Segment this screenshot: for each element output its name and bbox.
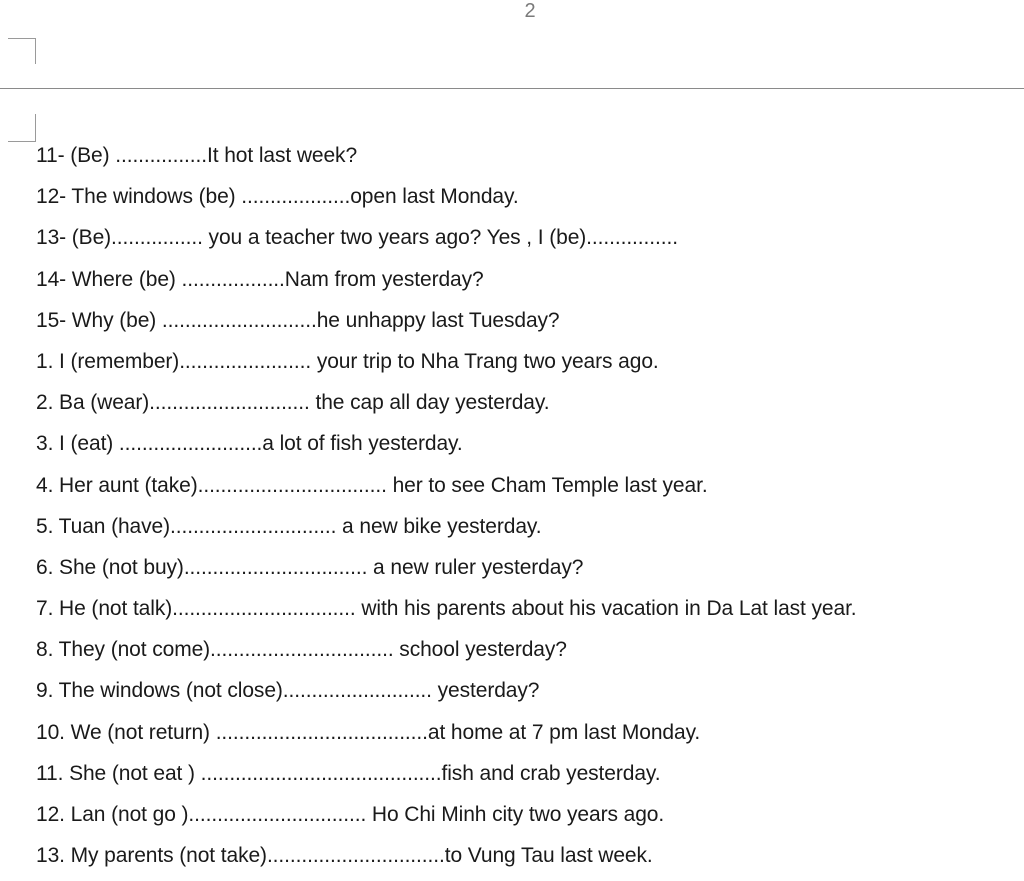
exercise-item: 11- (Be) ................It hot last week? <box>36 144 358 167</box>
exercise-item: 5. Tuan (have)............................. a new bike yesterday. <box>36 514 542 538</box>
exercise-list <box>36 135 1016 876</box>
exercise-item: 11. She (not eat ) ..........................................fish and crab yesterday. <box>36 761 661 785</box>
exercise-item: 8. They (not come)................................ school yesterday? <box>36 638 567 662</box>
exercise-item: 2. Ba (wear)............................ the cap all day yesterday. <box>36 391 550 415</box>
exercise-item: 1. I (remember)....................... your trip to Nha Trang two years ago. <box>36 349 659 373</box>
page-corner-mark-top <box>8 38 36 64</box>
exercise-item: 7. He (not talk)................................ with his parents about his vacation in Da Lat last year. <box>36 597 857 621</box>
exercise-item: 9. The windows (not close).......................... yesterday? <box>36 679 540 703</box>
page-break-divider <box>0 88 1024 89</box>
exercise-item: 13. My parents (not take)...............................to Vung Tau last week. <box>36 844 653 868</box>
exercise-item: 3. I (eat) .........................a lot of fish yesterday. <box>36 432 463 456</box>
page-number: 2 <box>524 0 536 22</box>
exercise-item: 4. Her aunt (take)................................. her to see Cham Temple last year. <box>36 473 708 497</box>
exercise-item: 12. Lan (not go )............................... Ho Chi Minh city two years ago. <box>36 803 665 826</box>
exercise-item: 14- Where (be) ..................Nam from yesterday? <box>36 267 484 291</box>
exercise-item: 15- Why (be) ...........................he unhappy last Tuesday? <box>36 308 560 332</box>
exercise-item: 12- The windows (be) ...................open last Monday. <box>36 185 519 209</box>
exercise-item: 10. We (not return) .....................................at home at 7 pm last Monday. <box>36 720 701 744</box>
exercise-item: 13- (Be)................ you a teacher two years ago? Yes , I (be)................ <box>36 226 678 250</box>
page-corner-mark-bottom <box>8 114 36 142</box>
exercise-item: 6. She (not buy)................................ a new ruler yesterday? <box>36 555 584 579</box>
